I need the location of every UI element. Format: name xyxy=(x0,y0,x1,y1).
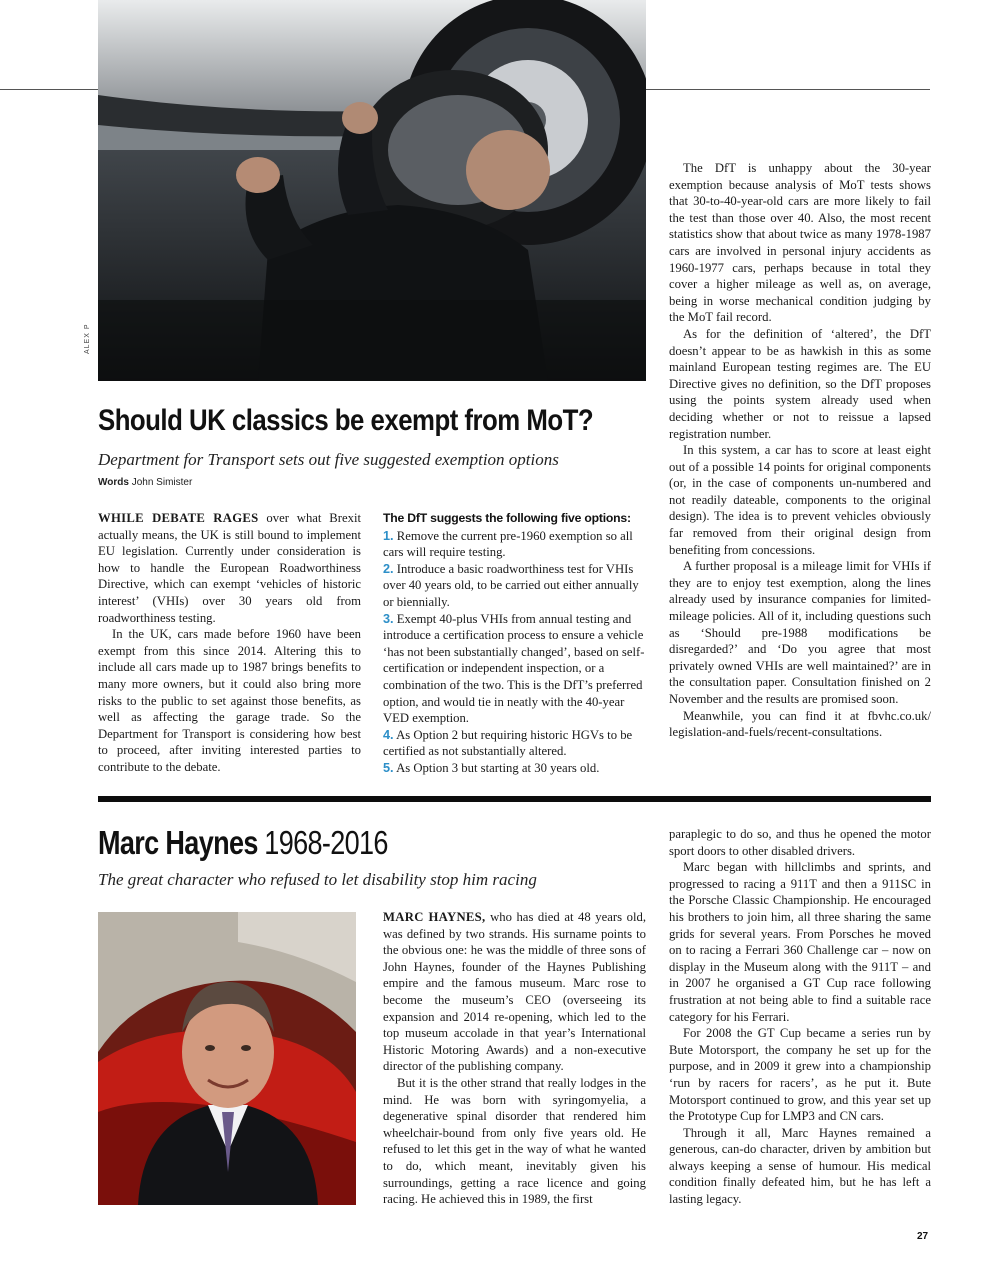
option-item xyxy=(383,727,646,760)
body-paragraph: Through it all, Marc Haynes remained a generous, can-do character, driven by ambition but always keeping a sense of humour. His medical condition finally defeated him, but he has left a lasting legacy. xyxy=(669,1125,931,1207)
mechanic-illustration xyxy=(98,0,646,381)
page-number: 27 xyxy=(917,1231,929,1242)
options-title: The DfT suggests the following five options: xyxy=(383,511,631,525)
body-paragraph: As for the definition of ‘altered’, the DfT doesn’t appear to be as hawkish in this as some mainland European testing regimes are. The EU Directive gives no definition, so the DfT proposes using the points system already used when deciding whether or not to reissue a lapsed registration number. xyxy=(669,326,931,441)
obituary-standfirst: The great character who refused to let disability stop him racing xyxy=(98,870,537,889)
obituary-title xyxy=(98,824,524,862)
option-number: 1. xyxy=(383,528,394,543)
option-text: As Option 3 but starting at 30 years old. xyxy=(396,760,600,775)
body-paragraph: In the UK, cars made before 1960 have been exempt from this since 2014. Altering this to include all cars made up to 1987 brings benefits to many more owners, but it could also bring more risks to the public to set against those benefits, as well as affecting the garage trade. So the Department for Transport is considering how best to proceed, after inviting interested parties to contribute to the debate. xyxy=(98,627,361,774)
article-column-right xyxy=(669,160,931,741)
byline xyxy=(98,477,192,488)
body-paragraph xyxy=(383,909,646,1075)
body-paragraph xyxy=(98,510,361,626)
paragraph-text: who has died at 48 years old, was defined by two strands. His surname points to the obvious one: he was the middle of three sons of John Haynes, founder of the Haynes Publishing empire and the famous museum. Marc rose to become the museum’s CEO (overseeing its expansion and 2014 re-opening, which led to the top museum accolade in that year’s International Historic Motoring Awards) and a non-executive director of the publishing company. xyxy=(383,910,646,1074)
option-item xyxy=(383,611,646,727)
byline-author: John Simister xyxy=(131,477,193,488)
obituary-column-right xyxy=(669,826,931,1208)
options-box xyxy=(383,510,646,777)
byline-label: Words xyxy=(98,477,129,488)
option-number: 3. xyxy=(383,611,394,626)
option-text: Exempt 40-plus VHIs from annual testing and introduce a certification process to ensure a vehicle ‘has not been substantially changed’, based on self-certification or independent inspection, or a combination of the two. This is the DfT’s preferred option, and would tie in neatly with the 40-year VED exemption. xyxy=(383,611,645,726)
article-headline: Should UK classics be exempt from MoT? xyxy=(98,404,594,437)
option-text: Introduce a basic roadworthiness test for VHIs over 40 years old, to be carried out either annually or biennially. xyxy=(383,561,639,609)
option-item xyxy=(383,528,646,561)
body-paragraph: Marc began with hillclimbs and sprints, and progressed to racing a 911T and then a 911SC in the Porsche Classic Championship. He encouraged his brothers to join him, all three sharing the same grids for several years. From Porsches he moved on to racing a Ferrari 360 Challenge car – now on display in the Museum along with the 911T – and in 2007 he organised a GT Cup race following frustration at not being able to find a suitable race category for his Ferrari. xyxy=(669,860,931,1024)
option-number: 2. xyxy=(383,561,394,576)
section-divider xyxy=(98,796,931,802)
option-text: Remove the current pre-1960 exemption so all cars will require testing. xyxy=(383,528,633,560)
header-rule-left xyxy=(0,89,98,90)
body-paragraph: The DfT is unhappy about the 30-year exemption because analysis of MoT tests shows that 30-to-40-year-old cars are more likely to fail the test than those over 40. Also, the most recent statistics show that about twice as many 1978-1987 cars are involved in personal injury accidents as 1960-1977 cars, perhaps because in total they cover a higher mileage as well as, on average, being in worse mechanical condition judging by the MoT fail record. xyxy=(669,161,931,325)
obituary-dates: 1968-2016 xyxy=(264,824,388,861)
obituary-name: Marc Haynes xyxy=(98,824,258,861)
lead-in: WHILE DEBATE RAGES xyxy=(98,511,259,525)
body-paragraph: But it is the other strand that really lodges in the mind. He was born with syringomyelia, a degenerative spinal disorder that rendered him wheelchair-bound from only five years old. He refused to let this get in the way of what he wanted to do, which meant, inevitably given his surroundings, getting a race licence and going racing. He achieved this in 1989, the first xyxy=(383,1075,646,1207)
option-item xyxy=(383,760,646,777)
paragraph-text: over what Brexit actually means, the UK is still bound to implement EU legislation. Currently under consideration is how to handle the European Roadworthiness Directive, which can exempt ‘vehicles of historic interest’ (VHIs) over 30 years old from roadworthiness testing. xyxy=(98,511,362,625)
option-number: 5. xyxy=(383,760,394,775)
mechanic-photo xyxy=(98,0,646,381)
portrait-illustration xyxy=(98,912,356,1205)
article-column-left xyxy=(98,510,361,776)
body-paragraph: paraplegic to do so, and thus he opened the motor sport doors to other disabled drivers. xyxy=(669,827,931,858)
obituary-column-middle xyxy=(383,909,646,1208)
photo-credit: ALEX P xyxy=(84,323,91,354)
option-item xyxy=(383,561,646,611)
option-text: As Option 2 but requiring historic HGVs to be certified as not substantially altered. xyxy=(383,727,633,759)
body-paragraph: For 2008 the GT Cup became a series run by Bute Motorsport, the company he set up for the purpose, and in 2009 it grew into a championship ‘run by racers for racers’, as he put it. Bute Motorsport continued to grow, and this year set up the Prototype Cup for LMP3 and CN cars. xyxy=(669,1026,931,1124)
option-number: 4. xyxy=(383,727,394,742)
body-paragraph: A further proposal is a mileage limit for VHIs if they are to enjoy test exemption, along the lines already used by insurance companies for limited-mileage policies. All of it, including questions such as ‘Should pre-1988 modifications be disregarded?’ and ‘Do you agree that most privately owned VHIs are well maintained?’ are in the consultation paper. Consultation finished on 2 November and the results are promised soon. xyxy=(669,559,931,706)
body-paragraph: Meanwhile, you can find it at fbvhc.co.uk/ legislation-and-fuels/recent-consultations. xyxy=(669,708,931,740)
article-standfirst: Department for Transport sets out five suggested exemption options xyxy=(98,450,559,469)
lead-in: MARC HAYNES, xyxy=(383,910,486,924)
header-rule-right xyxy=(646,89,930,90)
body-paragraph: In this system, a car has to score at least eight out of a possible 14 points for original components (or, in the case of components un-numbered and not readily dateable, components to the original design). The idea is to prevent vehicles obviously far removed from their original design from benefiting from concessions. xyxy=(669,443,931,557)
portrait-photo xyxy=(98,912,356,1205)
